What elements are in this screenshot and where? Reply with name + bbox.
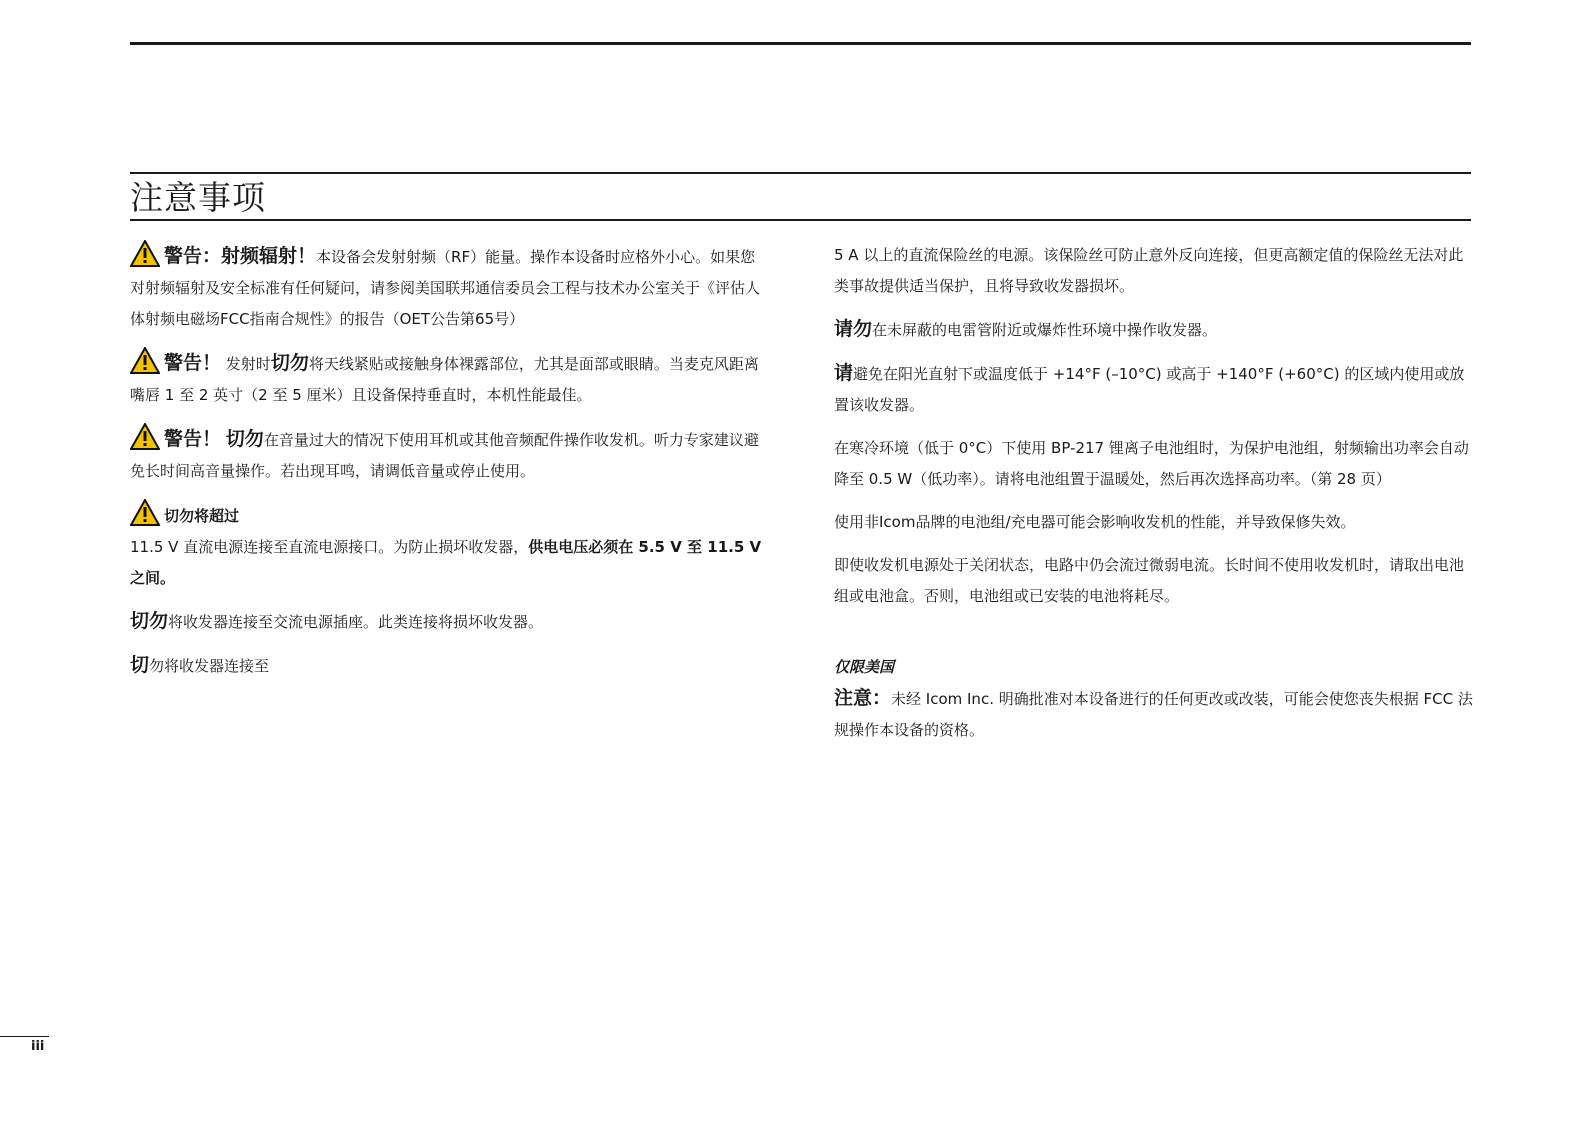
title-top-rule (130, 172, 1471, 174)
voltage-warning-paragraph (130, 532, 770, 594)
voltage-warning-bold: 供电电压必须在 5.5 V 至 11.5 V 之间。 (130, 538, 762, 587)
detonator-em: 请勿 (834, 318, 873, 340)
ac-warning-text: 将收发器连接至交流电源插座。此类连接将损坏收发器。 (168, 613, 544, 631)
antenna-warning-em: 切勿 (270, 352, 309, 374)
volume-warning-lead: 警告！ (164, 428, 222, 450)
antenna-warning-paragraph (130, 347, 770, 411)
right-column (834, 240, 1474, 758)
voltage-warning-heading-text: 切勿将超过 (164, 507, 240, 525)
voltage-warning-heading (130, 499, 770, 532)
rf-warning-paragraph (130, 240, 770, 335)
fcc-caution-paragraph (834, 683, 1474, 746)
warning-triangle-icon (130, 499, 160, 526)
temperature-paragraph (834, 358, 1474, 421)
volume-warning-text: 在音量过大的情况下使用耳机或其他音频配件操作收发机。听力专家建议避免长时间高音量操作。若出现耳鸣，请调低音量或停止使用。 (130, 431, 759, 480)
detonator-paragraph (834, 314, 1474, 346)
antenna-warning-pre: 发射时 (225, 355, 271, 373)
warning-triangle-icon (130, 347, 160, 374)
fuse-continued-paragraph: 5 A 以上的直流保险丝的电源。该保险丝可防止意外反向连接，但更高额定值的保险丝无法对此类事故提供适当保护，且将导致收发器损坏。 (834, 246, 1464, 295)
page-title: 注意事项 (130, 178, 266, 217)
fuse-warning-em: 切 (130, 654, 150, 676)
antenna-warning-text: 将天线紧贴或接触身体裸露部位，尤其是面部或眼睛。当麦克风距离嘴唇 1 至 2 英寸（2 至 5 厘米）且设备保持垂直时，本机性能最佳。 (130, 355, 759, 404)
ac-warning-paragraph (130, 606, 770, 638)
fuse-warning-text: 勿将收发器连接至 (149, 657, 270, 675)
top-rule (130, 42, 1471, 45)
rf-warning-text: 本设备会发射射频（RF）能量。操作本设备时应格外小心。如果您对射频辐射及安全标准有任何疑问，请参阅美国联邦通信委员会工程与技术办公室关于《评估人体射频电磁场FCC指南合规性》的报告（OET公告第65号） (130, 248, 761, 328)
page-number-rule (0, 1036, 49, 1037)
cold-battery-paragraph: 在寒冷环境（低于 0°C）下使用 BP-217 锂离子电池组时，为保护电池组，射频输出功率会自动降至 0.5 W（低功率）。请将电池组置于温暖处，然后再次选择高功率。（第 28 页） (834, 439, 1469, 488)
page-number: iii (31, 1039, 45, 1054)
warning-triangle-icon (130, 423, 160, 450)
non-icom-paragraph: 使用非Icom品牌的电池组/充电器可能会影响收发机的性能，并导致保修失效。 (834, 513, 1356, 531)
fcc-caution-text: 未经 Icom Inc. 明确批准对本设备进行的任何更改或改装，可能会使您丧失根据 FCC 法规操作本设备的资格。 (834, 690, 1473, 739)
volume-warning-paragraph (130, 423, 770, 487)
warning-triangle-icon (130, 240, 160, 267)
us-only-heading: 仅限美国 (834, 658, 895, 676)
temperature-text: 避免在阳光直射下或温度低于 +14°F (–10°C) 或高于 +140°F (+60°C) 的区域内使用或放置该收发器。 (834, 365, 1465, 414)
standby-current-paragraph: 即使收发机电源处于关闭状态，电路中仍会流过微弱电流。长时间不使用收发机时，请取出电池组或电池盒。否则，电池组或已安装的电池将耗尽。 (834, 556, 1465, 605)
detonator-text: 在未屏蔽的电雷管附近或爆炸性环境中操作收发器。 (872, 321, 1218, 339)
fuse-warning-paragraph (130, 650, 770, 682)
volume-warning-em: 切勿 (225, 428, 264, 450)
title-bottom-rule (130, 219, 1471, 221)
left-column (130, 240, 770, 694)
fcc-caution-lead: 注意： (834, 687, 892, 709)
antenna-warning-lead: 警告！ (164, 352, 222, 374)
section-spacer (834, 624, 1474, 652)
temperature-em: 请 (834, 362, 854, 384)
ac-warning-em: 切勿 (130, 610, 169, 632)
rf-warning-lead: 警告：射频辐射！ (164, 245, 317, 267)
voltage-warning-text: 11.5 V 直流电源连接至直流电源接口。为防止损坏收发器， (130, 538, 529, 556)
